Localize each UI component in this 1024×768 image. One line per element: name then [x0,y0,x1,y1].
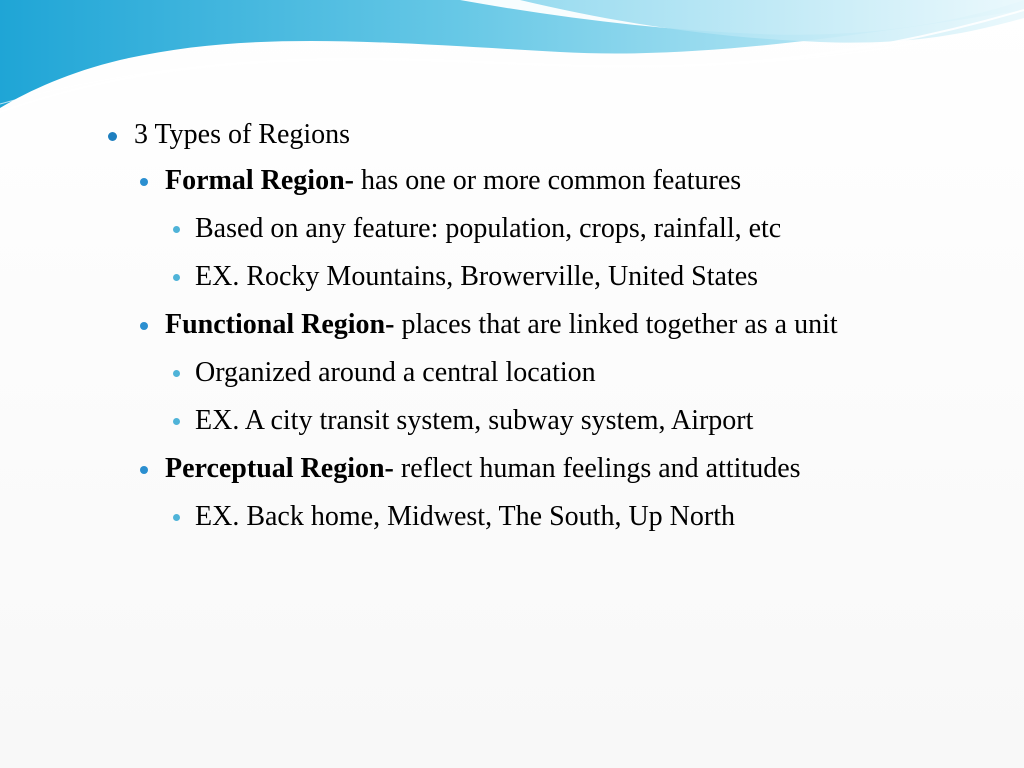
slide-content [105,118,985,548]
bullet-item-functional-example [105,404,985,437]
bullet-item-functional-region [105,308,985,341]
functional-region-term: Functional Region- [165,309,395,341]
bullet-dot-icon [140,466,148,474]
bullet-dot-icon [140,178,148,186]
bullet-dot-icon [173,274,180,281]
formal-region-example: EX. Rocky Mountains, Browerville, United States [195,261,759,293]
bullet-item-formal-region [105,164,985,197]
bullet-item-functional-detail-1 [105,356,985,389]
perceptual-region-example: EX. Back home, Midwest, The South, Up North [195,501,735,533]
formal-region-detail: Based on any feature: population, crops, rainfall, etc [195,213,782,245]
bullet-dot-icon [108,132,117,141]
bullet-dot-icon [173,226,180,233]
functional-region-example: EX. A city transit system, subway system, Airport [195,405,754,437]
perceptual-region-definition: reflect human feelings and attitudes [393,453,801,485]
bullet-dot-icon [140,322,148,330]
header-wave-decoration [0,0,1024,120]
main-bullet-text: 3 Types of Regions [134,119,351,150]
perceptual-region-term: Perceptual Region- [165,453,394,485]
bullet-item-perceptual-region [105,452,985,485]
functional-region-definition: places that are linked together as a unit [394,309,838,341]
formal-region-definition: has one or more common features [353,165,742,197]
bullet-dot-icon [173,370,180,377]
bullet-item-main [105,118,985,151]
bullet-item-formal-example [105,260,985,293]
formal-region-term: Formal Region- [165,165,354,197]
bullet-dot-icon [173,514,180,521]
bullet-dot-icon [173,418,180,425]
functional-region-detail: Organized around a central location [195,357,596,389]
bullet-item-perceptual-example [105,500,985,533]
bullet-item-formal-detail-1 [105,212,985,245]
